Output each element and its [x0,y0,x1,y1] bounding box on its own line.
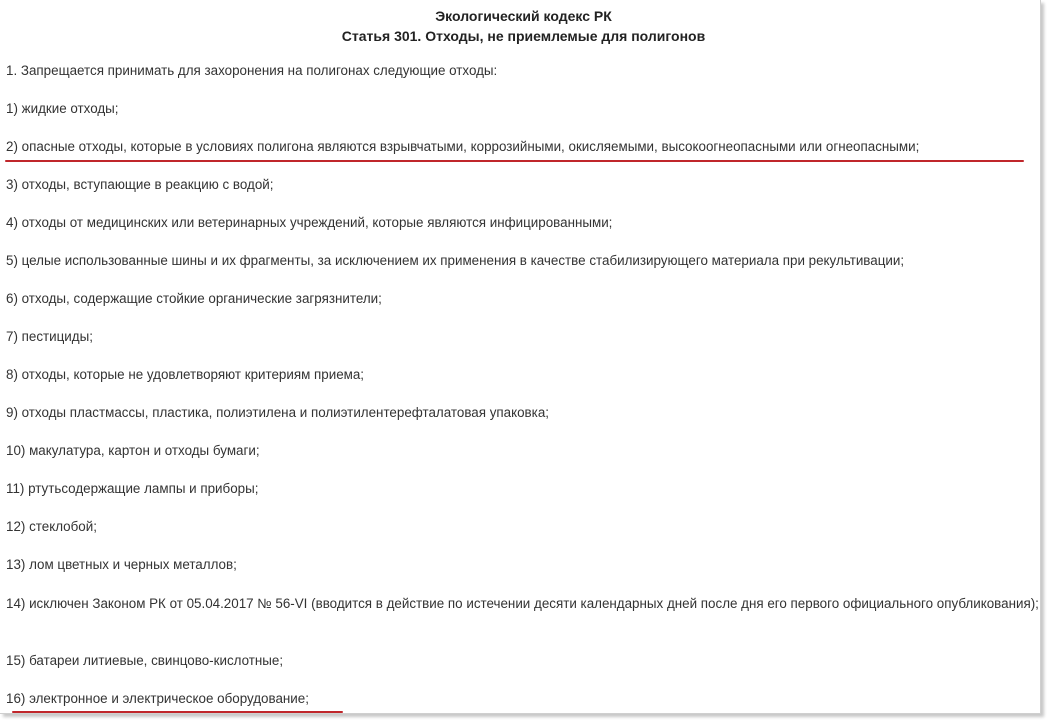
list-item-13: 13) лом цветных и черных металлов; [6,557,237,572]
list-intro: 1. Запрещается принимать для захоронения на полигонах следующие отходы: [6,63,498,78]
code-title: Экологический кодекс РК [435,8,612,24]
list-item-3: 3) отходы, вступающие в реакцию с водой; [6,177,274,192]
list-item-4: 4) отходы от медицинских или ветеринарных учреждений, которые являются инфицированными; [6,215,613,230]
list-item-12: 12) стеклобой; [6,519,97,534]
list-item-11: 11) ртутьсодержащие лампы и приборы; [6,481,259,496]
article-title: Статья 301. Отходы, не приемлемые для полигонов [341,28,706,44]
list-item-7: 7) пестициды; [6,329,93,344]
highlight-underline-item-2 [5,160,1024,162]
list-item-2: 2) опасные отходы, которые в условиях полигона являются взрывчатыми, коррозийными, окисляемыми, высокоогнеопасными или огнеопасными; [6,139,920,154]
list-item-8: 8) отходы, которые не удовлетворяют критериям приема; [6,367,365,382]
list-item-10: 10) макулатура, картон и отходы бумаги; [6,443,260,458]
list-item-16: 16) электронное и электрическое оборудование; [6,691,309,706]
list-item-5: 5) целые использованные шины и их фрагменты, за исключением их применения в качестве стабилизирующего материала при рекультивации; [6,253,905,268]
list-item-6: 6) отходы, содержащие стойкие органические загрязнители; [6,291,382,306]
list-item-14: 14) исключен Законом РК от 05.04.2017 № 56-VI (вводится в действие по истечении десяти календарных дней после дня его первого официального опубликования); [6,596,1039,611]
document-header [0,6,1047,46]
list-item-9: 9) отходы пластмассы, пластика, полиэтилена и полиэтилентерефталатовая упаковка; [6,405,549,420]
list-item-1: 1) жидкие отходы; [6,101,119,116]
list-item-15: 15) батареи литиевые, свинцово-кислотные; [6,653,284,668]
highlight-underline-item-16 [12,711,343,713]
